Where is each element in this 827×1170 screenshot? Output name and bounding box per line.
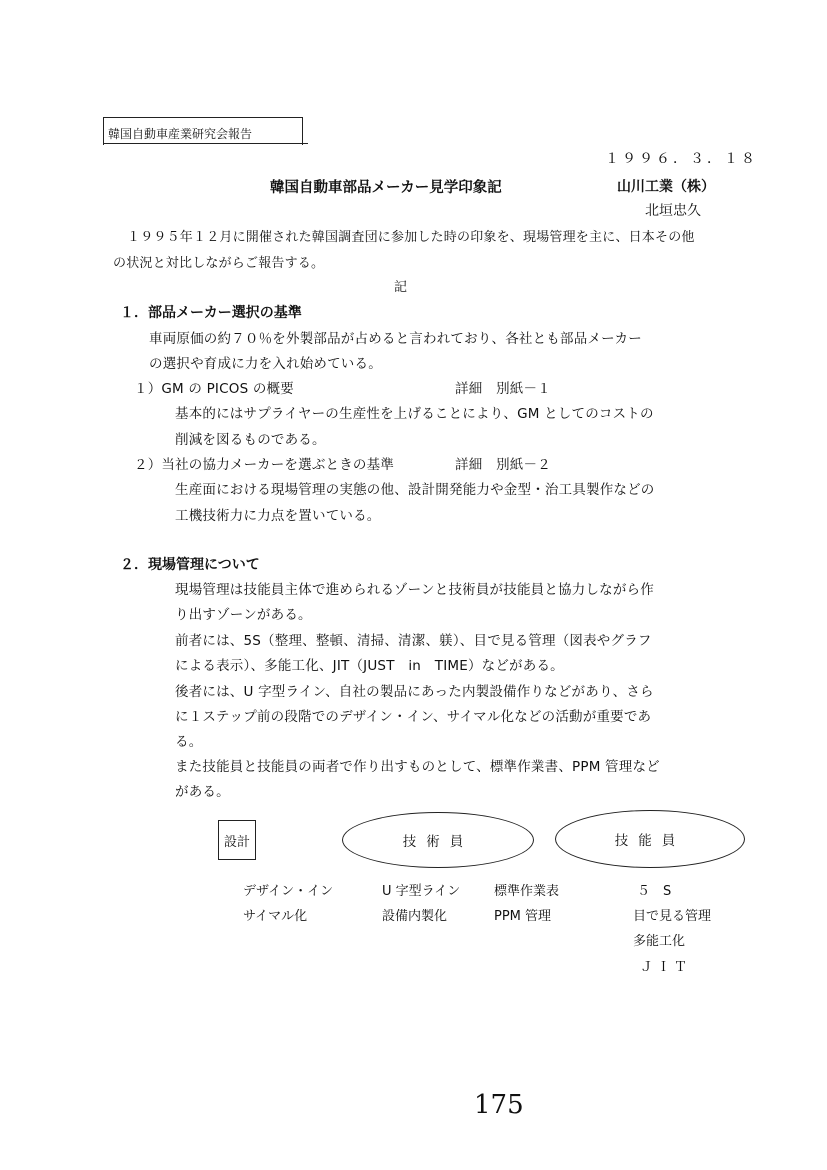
intro-line-2: の状況と対比しながらご報告する。 [113, 256, 325, 271]
technician-item-1: ５ S [637, 884, 672, 899]
section2-heading: ２．現場管理について [120, 557, 260, 573]
company-name: 山川工業（株） [617, 179, 715, 195]
item1-label: １）GM の PICOS の概要 [134, 381, 294, 397]
engineer-ellipse: 技術員 [342, 812, 534, 868]
report-date: １９９６．３．１８ [605, 151, 758, 167]
section2-line-4: による表示）、多能工化、JIT（JUST in TIME）などがある。 [175, 658, 564, 674]
shared-item-2: PPM 管理 [494, 909, 552, 924]
section1-heading: １．部品メーカー選択の基準 [120, 305, 302, 321]
item1-line-2: 削減を図るものである。 [175, 432, 326, 448]
section2-line-3: 前者には、5S（整理、整頓、清掃、清潔、躾）、目で見る管理（図表やグラフ [175, 633, 652, 649]
section1-line-1: 車両原価の約７０％を外製部品が占めると言われており、各社とも部品メーカー [149, 331, 642, 347]
design-box: 設計 [218, 820, 256, 860]
design-item-2: サイマル化 [243, 909, 308, 924]
item2-label: ２）当社の協力メーカーを選ぶときの基準 [134, 457, 395, 473]
section2-line-9: がある。 [175, 784, 230, 800]
design-item-1: デザイン・イン [243, 884, 334, 899]
technician-item-2: 目で見る管理 [633, 909, 712, 924]
section2-line-5: 後者には、U 字型ライン、自社の製品にあった内製設備作りなどがあり、さら [175, 684, 654, 700]
item2-line-1: 生産面における現場管理の実態の他、設計開発能力や金型・治工具製作などの [175, 482, 655, 498]
section2-line-2: り出すゾーンがある。 [175, 607, 312, 623]
ki-mark: 記 [394, 280, 408, 295]
section2-line-8: また技能員と技能員の両者で作り出すものとして、標準作業書、PPM 管理など [175, 759, 660, 775]
engineer-item-2: 設備内製化 [382, 909, 448, 924]
item1-line-1: 基本的にはサプライヤーの生産性を上げることにより、GM としてのコストの [175, 406, 654, 422]
section2-line-1: 現場管理は技能員主体で進められるゾーンと技術員が技能員と協力しながら作 [175, 582, 654, 598]
report-tag-underline [103, 143, 308, 144]
section2-line-6: に１ステップ前の段階でのデザイン・イン、サイマル化などの活動が重要であ [175, 709, 652, 725]
section1-line-2: の選択や育成に力を入れ始めている。 [149, 356, 382, 372]
shared-item-1: 標準作業表 [494, 884, 560, 899]
item2-detail: 詳細 別紙－２ [455, 457, 551, 473]
page-number: 175 [474, 1090, 524, 1120]
intro-line-1: １９９５年１２月に開催された韓国調査団に参加した時の印象を、現場管理を主に、日本その他 [127, 230, 695, 245]
section2-line-7: る。 [175, 734, 203, 750]
report-tag: 韓国自動車産業研究会報告 [103, 117, 303, 145]
technician-ellipse: 技能員 [555, 810, 745, 868]
author-name: 北垣忠久 [645, 203, 701, 219]
engineer-item-1: U 字型ライン [382, 884, 461, 899]
item2-line-2: 工機技術力に力点を置いている。 [175, 508, 381, 524]
item1-detail: 詳細 別紙－１ [455, 381, 551, 397]
technician-item-3: 多能工化 [633, 934, 686, 949]
document-title: 韓国自動車部品メーカー見学印象記 [270, 180, 502, 196]
technician-item-4: ＪＩＴ [640, 960, 692, 975]
